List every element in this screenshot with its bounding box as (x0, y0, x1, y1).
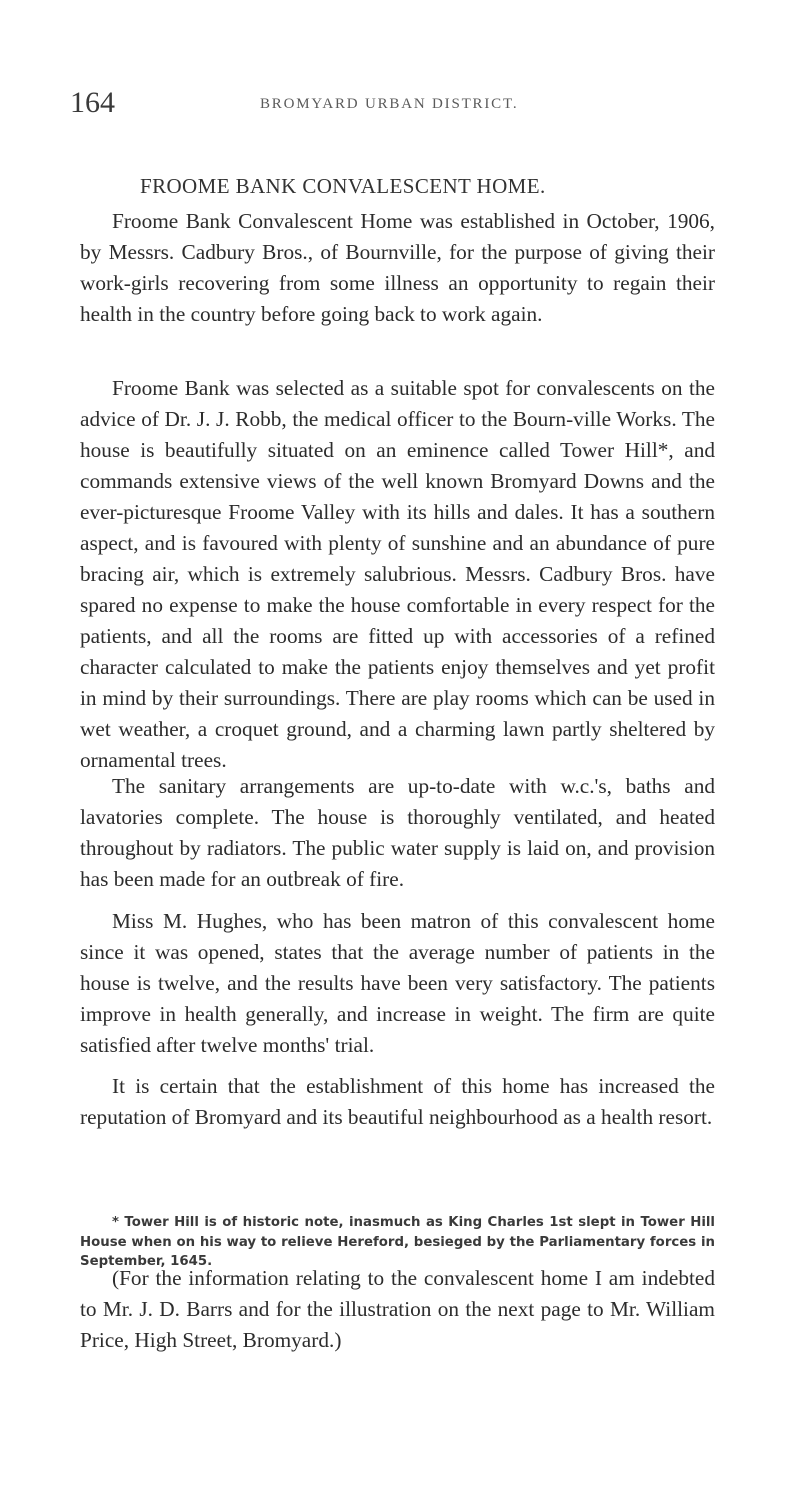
body-paragraph-4 (80, 906, 715, 1061)
paragraph-text: The sanitary arrangements are up-to-date with w.c.'s, baths and lavatories complete. The house is thoroughly ventilated, and heated throughout by radiators. The public water supply is laid on, and provision has been made for an outbreak of fire. (80, 774, 715, 891)
closing-note (80, 1263, 715, 1356)
page-header (70, 86, 630, 126)
footnote: * Tower Hill is of historic note, inasmuch as King Charles 1st slept in Tower Hill House when on his way to relieve Hereford, besieged by the Parliamentary forces in September, 1645. (80, 1215, 715, 1269)
paragraph-text: Miss M. Hughes, who has been matron of this convalescent home since it was opened, states that the average number of patients in the house is twelve, and the results have been very satisfactory. The patients improve in health generally, and increase in weight. The firm are quite satisfied after twelve months' trial. (80, 909, 715, 1057)
body-paragraph-2 (80, 373, 715, 776)
body-paragraph-5 (80, 1071, 715, 1133)
running-head: BROMYARD URBAN DISTRICT. (260, 96, 519, 112)
paragraph-text: Froome Bank Convalescent Home was established in October, 1906, by Messrs. Cadbury Bros., of Bournville, for the purpose of giving their work-girls recovering from some illness an opportunity to regain their health in the country before going back to work again. (80, 209, 715, 326)
article-title: FROOME BANK CONVALESCENT HOME. (140, 174, 546, 198)
paragraph-text: It is certain that the establishment of this home has increased the reputation of Bromyard and its beautiful neighbourhood as a health resort. (80, 1074, 715, 1129)
paragraph-text: (For the information relating to the convalescent home I am indebted to Mr. J. D. Barrs and for the illustration on the next page to Mr. William Price, High Street, Bromyard.) (80, 1266, 715, 1352)
paragraph-text: Froome Bank was selected as a suitable spot for convalescents on the advice of Dr. J. J. Robb, the medical officer to the Bourn-ville Works. The house is beautifully situated on an eminence called Tower Hill*, and commands extensive views of the well known Bromyard Downs and the ever-picturesque Froome Valley with its hills and dales. It has a southern aspect, and is favoured with plenty of sunshine and an abundance of pure bracing air, which is extremely salubrious. Messrs. Cadbury Bros. have spared no expense to make the house comfortable in every respect for the patients, and all the rooms are fitted up with accessories of a refined character calculated to make the patients enjoy themselves and yet profit in mind by their surroundings. There are play rooms which can be used in wet weather, a croquet ground, and a charming lawn partly sheltered by ornamental trees. (80, 376, 715, 772)
body-paragraph-3 (80, 771, 715, 895)
body-paragraph-1 (80, 206, 715, 330)
page-number: 164 (70, 86, 115, 119)
